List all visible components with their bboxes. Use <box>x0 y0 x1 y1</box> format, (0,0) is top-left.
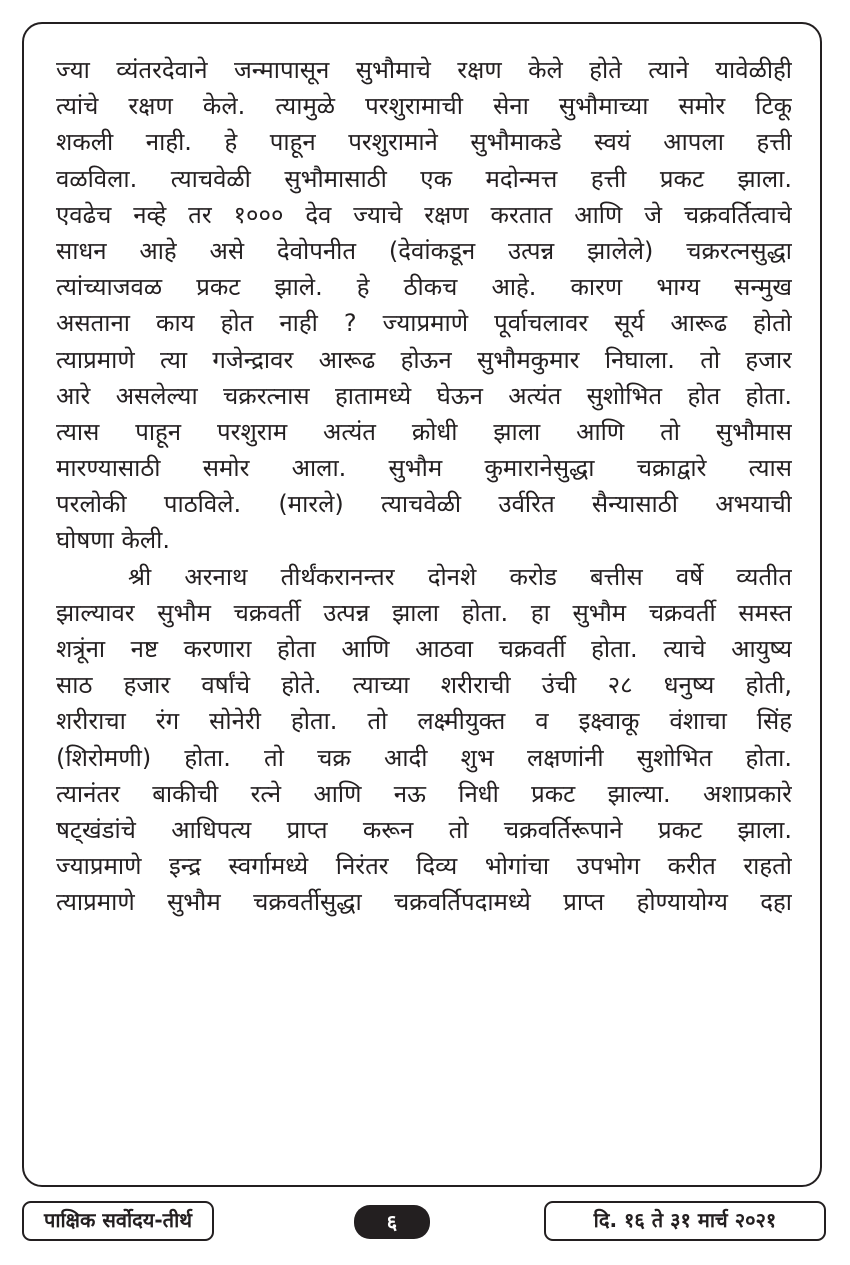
text-line: शत्रूंना नष्ट करणारा होता आणि आठवा चक्रवर्ती होता. त्याचे आयुष्य <box>56 635 792 663</box>
text-line: त्याप्रमाणे सुभौम चक्रवर्तीसुद्धा चक्रवर्तिपदामध्ये प्राप्त होण्यायोग्य दहा <box>56 888 792 917</box>
text-line: एवढेच नव्हे तर १००० देव ज्याचे रक्षण करतात आणि जे चक्रवर्तित्वाचे <box>56 200 792 229</box>
text-line: शकली नाही. हे पाहून परशुरामाने सुभौमाकडे स्वयं आपला हत्ती <box>56 128 792 157</box>
text-line: षट्खंडांचे आधिपत्य प्राप्त करून तो चक्रवर्तिरूपाने प्रकट झाला. <box>56 815 792 844</box>
text-line: मारण्यासाठी समोर आला. सुभौम कुमारानेसुद्धा चक्राद्वारे त्यास <box>56 454 792 483</box>
paragraph-start-line: श्री अरनाथ तीर्थंकरानन्तर दोनशे करोड बत्तीस वर्षे व्यतीत <box>128 562 792 591</box>
text-line: असताना काय होत नाही ? ज्याप्रमाणे पूर्वाचलावर सूर्य आरूढ होतो <box>56 309 792 338</box>
text-line: वळविला. त्याचवेळी सुभौमासाठी एक मदोन्मत्त हत्ती प्रकट झाला. <box>56 164 792 193</box>
text-line: त्यांच्याजवळ प्रकट झाले. हे ठीकच आहे. कारण भाग्य सन्मुख <box>56 273 792 302</box>
issue-date: दि. १६ ते ३१ मार्च २०२१ <box>544 1201 826 1241</box>
text-line: त्याप्रमाणे त्या गजेन्द्रावर आरूढ होऊन सुभौमकुमार निघाला. तो हजार <box>56 345 792 374</box>
text-line: साधन आहे असे देवोपनीत (देवांकडून उत्पन्न झालेले) चक्ररत्नसुद्धा <box>56 236 792 265</box>
text-line: घोषणा केली. <box>56 526 171 555</box>
publication-name: पाक्षिक सर्वोदय-तीर्थ <box>22 1201 214 1241</box>
text-line: त्यास पाहून परशुराम अत्यंत क्रोधी झाला आणि तो सुभौमास <box>56 417 792 446</box>
text-line: ज्या व्यंतरदेवाने जन्मापासून सुभौमाचे रक्षण केले होते त्याने यावेळीही <box>56 56 792 84</box>
article-text <box>56 52 792 921</box>
text-line: शरीराचा रंग सोनेरी होता. तो लक्ष्मीयुक्त व इक्ष्वाकू वंशाचा सिंह <box>56 707 792 736</box>
text-line: परलोकी पाठविले. (मारले) त्याचवेळी उर्वरित सैन्यासाठी अभयाची <box>56 490 792 519</box>
text-line: झाल्यावर सुभौम चक्रवर्ती उत्पन्न झाला होता. हा सुभौम चक्रवर्ती समस्त <box>56 598 792 627</box>
text-line: साठ हजार वर्षांचे होते. त्याच्या शरीराची उंची २८ धनुष्य होती, <box>56 671 792 700</box>
text-line: त्यांचे रक्षण केले. त्यामुळे परशुरामाची सेना सुभौमाच्या समोर टिकू <box>56 92 792 121</box>
text-line: (शिरोमणी) होता. तो चक्र आदी शुभ लक्षणांनी सुशोभित होता. <box>56 743 792 772</box>
text-line: त्यानंतर बाकीची रत्ने आणि नऊ निधी प्रकट झाल्या. अशाप्रकारे <box>56 779 792 808</box>
text-line: ज्याप्रमाणे इन्द्र स्वर्गामध्ये निरंतर दिव्य भोगांचा उपभोग करीत राहतो <box>56 852 792 881</box>
text-line: आरे असलेल्या चक्ररत्नास हातामध्ये घेऊन अत्यंत सुशोभित होत होता. <box>56 381 792 410</box>
page-number-badge: ६ <box>354 1205 430 1239</box>
